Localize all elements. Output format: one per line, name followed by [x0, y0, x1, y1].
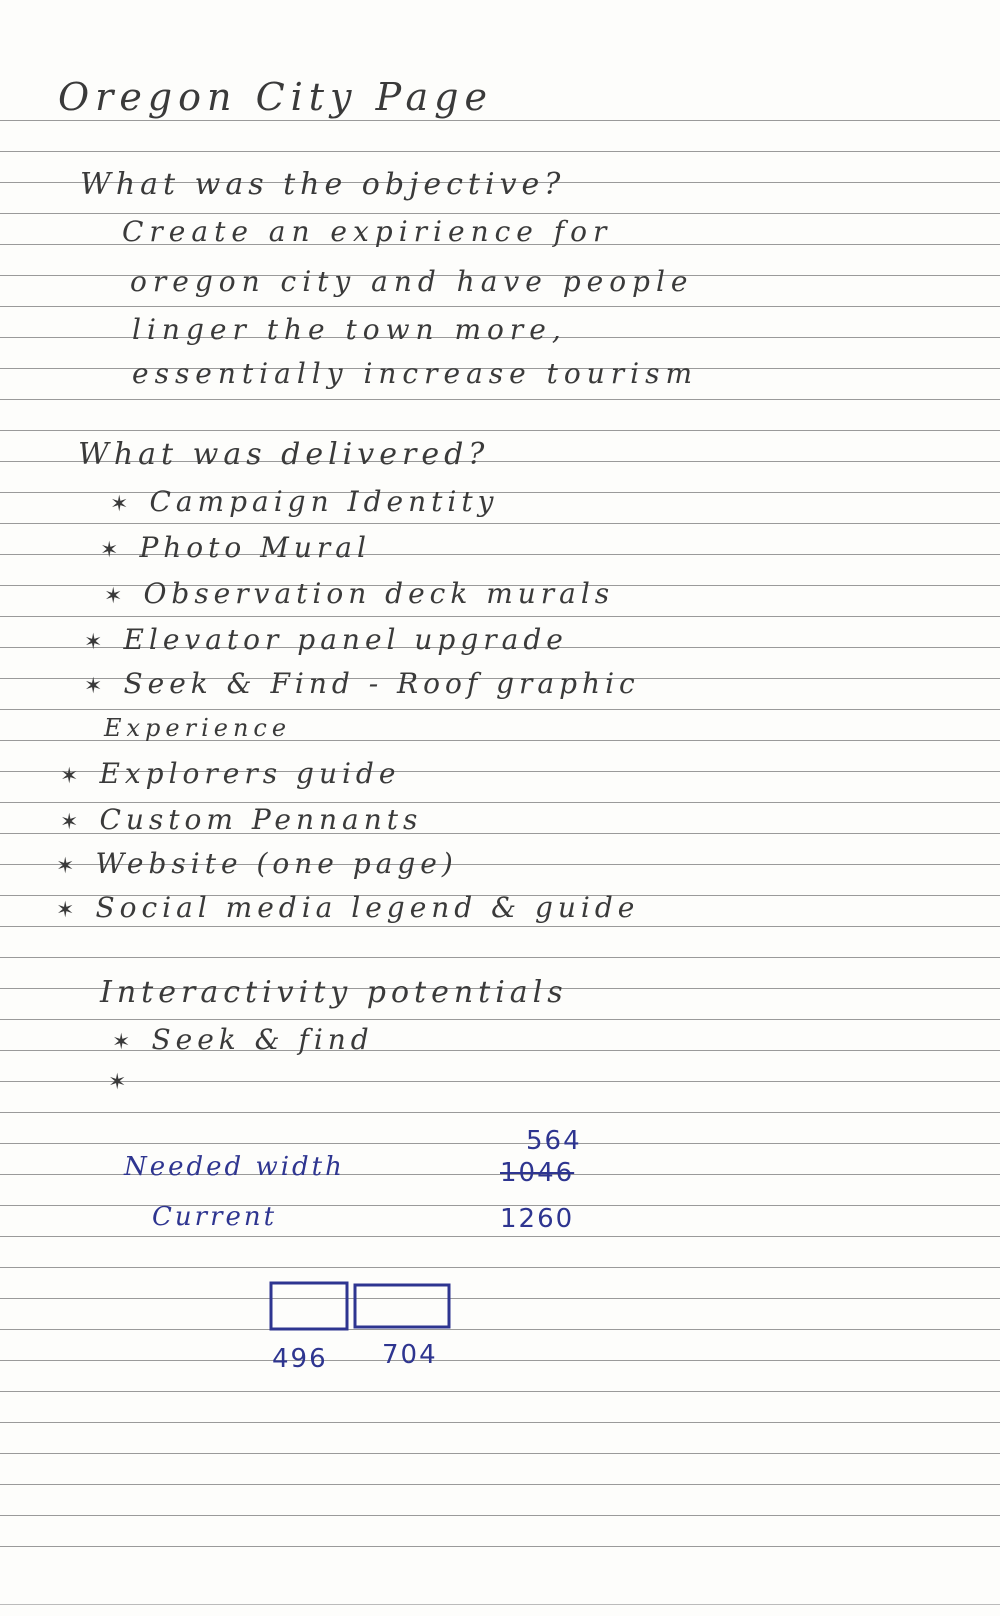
deliverable-item [60, 803, 423, 836]
deliverable-text: Observation deck murals [143, 577, 615, 610]
star-bullet-icon: ✶ [60, 810, 84, 835]
deliverable-text: Elevator panel upgrade [123, 623, 568, 656]
star-bullet-icon: ✶ [100, 538, 124, 563]
star-bullet-icon: ✶ [108, 1070, 132, 1095]
objective-answer-line: linger the town more, [132, 313, 567, 346]
page-title: Oregon City Page [58, 75, 493, 119]
star-bullet-icon: ✶ [60, 764, 84, 789]
deliverable-text: Social media legend & guide [95, 891, 640, 924]
diagram-left-width-value: 496 [272, 1344, 328, 1374]
star-bullet-icon: ✶ [84, 630, 108, 655]
diagram-right-width-value: 704 [382, 1340, 438, 1370]
objective-answer-line: oregon city and have people [130, 265, 694, 298]
deliverable-text: Custom Pennants [99, 803, 423, 836]
deliverable-text: Seek & Find - Roof graphic [123, 667, 640, 700]
interactivity-text: Seek & find [151, 1023, 374, 1056]
deliverable-item [84, 667, 640, 700]
star-bullet-icon: ✶ [104, 584, 128, 609]
objective-answer-line: essentially increase tourism [132, 357, 699, 390]
deliverable-text: Website (one page) [95, 847, 458, 880]
current-width-label: Current [152, 1202, 278, 1232]
right-width-box [355, 1285, 449, 1327]
deliverable-item [60, 757, 401, 790]
deliverable-item [84, 623, 568, 656]
deliverable-item [110, 485, 499, 518]
objective-question: What was the objective? [80, 167, 566, 202]
deliverable-item [56, 847, 458, 880]
delivered-question: What was delivered? [78, 437, 490, 472]
star-bullet-icon: ✶ [110, 492, 134, 517]
star-bullet-icon: ✶ [56, 854, 80, 879]
deliverable-item [100, 531, 371, 564]
needed-width-struck-value: 1046 [500, 1158, 575, 1188]
left-width-box [271, 1283, 347, 1329]
current-width-value: 1260 [500, 1204, 575, 1234]
width-split-diagram [268, 1280, 454, 1332]
deliverable-item-continuation: Experience [104, 714, 292, 742]
objective-answer-line: Create an expirience for [122, 215, 613, 248]
star-bullet-icon: ✶ [56, 898, 80, 923]
needed-width-value: 564 [526, 1126, 582, 1156]
interactivity-item [112, 1023, 374, 1056]
paper-bottom-edge [0, 1604, 1000, 1605]
interactivity-item-empty [108, 1066, 147, 1094]
star-bullet-icon: ✶ [84, 674, 108, 699]
deliverable-text: Photo Mural [139, 531, 371, 564]
star-bullet-icon: ✶ [112, 1030, 136, 1055]
deliverable-text: Explorers guide [99, 757, 401, 790]
needed-width-label: Needed width [124, 1152, 345, 1182]
deliverable-item [104, 577, 615, 610]
deliverable-item [56, 891, 640, 924]
interactivity-heading: Interactivity potentials [100, 975, 568, 1010]
deliverable-text: Campaign Identity [149, 485, 499, 518]
